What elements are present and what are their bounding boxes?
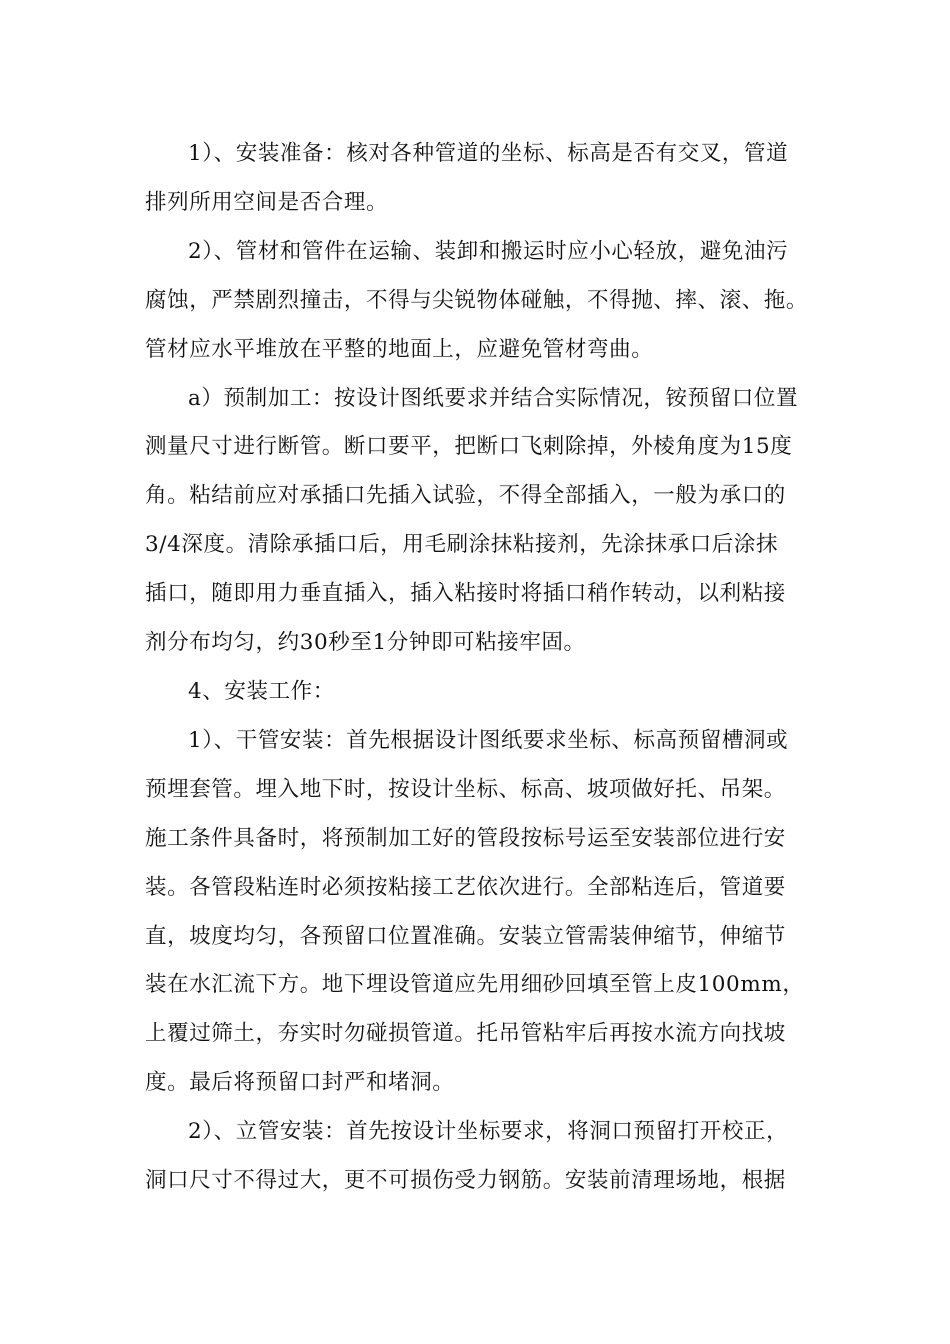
paragraph-pipe-handling bbox=[145, 228, 809, 375]
text-line: 角。粘结前应对承插口先插入试验，不得全部插入，一般为承口的 bbox=[145, 483, 786, 509]
text-line: 2）、立管安装：首先按设计坐标要求，将洞口预留打开校正， bbox=[188, 1119, 789, 1145]
text-line: 直，坡度均匀，各预留口位置准确。安装立管需装伸缩节，伸缩节 bbox=[145, 923, 786, 949]
text-line: 4、安装工作： bbox=[188, 678, 335, 704]
paragraph-prefabrication bbox=[145, 375, 805, 668]
text-line: a）预制加工：按设计图纸要求并结合实际情况，铵预留口位置 bbox=[188, 385, 799, 411]
section-heading-installation-work bbox=[145, 668, 805, 717]
text-line: 腐蚀，严禁剧烈撞击，不得与尖锐物体碰触，不得抛、摔、滚、拖。 bbox=[145, 287, 809, 313]
text-line: 管材应水平堆放在平整的地面上，应避免管材弯曲。 bbox=[145, 336, 654, 362]
text-line: 装在水汇流下方。地下埋设管道应先用细砂回填至管上皮100mm， bbox=[145, 972, 805, 998]
text-line: 2）、管材和管件在运输、装卸和搬运时应小心轻放，避免油污 bbox=[188, 238, 789, 264]
text-line: 排列所用空间是否合理。 bbox=[145, 189, 389, 215]
text-line: 洞口尺寸不得过大，更不可损伤受力钢筋。安装前清理场地，根据 bbox=[145, 1168, 786, 1194]
text-line: 1）、安装准备：核对各种管道的坐标、标高是否有交叉，管道 bbox=[188, 141, 789, 166]
text-line: 装。各管段粘连时必须按粘接工艺依次进行。全部粘连后，管道要 bbox=[145, 874, 786, 900]
paragraph-installation-preparation bbox=[145, 130, 805, 228]
document-body bbox=[145, 130, 809, 1206]
text-line: 剂分布均匀，约30秒至1分钟即可粘接牢固。 bbox=[145, 630, 586, 656]
paragraph-riser-installation bbox=[145, 1108, 805, 1206]
text-line: 上覆过筛土，夯实时勿碰损管道。托吊管粘牢后再按水流方向找坡 bbox=[145, 1021, 786, 1047]
paragraph-main-pipe-installation bbox=[145, 717, 805, 1108]
text-line: 3/4深度。清除承插口后，用毛刷涂抹粘接剂，先涂抹承口后涂抹 bbox=[145, 532, 779, 558]
text-line: 施工条件具备时，将预制加工好的管段按标号运至安装部位进行安 bbox=[145, 825, 786, 851]
text-line: 测量尺寸进行断管。断口要平，把断口飞刺除掉，外棱角度为15度 bbox=[145, 434, 793, 460]
text-line: 1）、干管安装：首先根据设计图纸要求坐标、标高预留槽洞或 bbox=[188, 727, 789, 753]
text-line: 插口，随即用力垂直插入，插入粘接时将插口稍作转动，以利粘接 bbox=[145, 581, 786, 607]
text-line: 度。最后将预留口封严和堵洞。 bbox=[145, 1070, 455, 1096]
text-line: 预埋套管。埋入地下时，按设计坐标、标高、坡项做好托、吊架。 bbox=[145, 776, 786, 802]
